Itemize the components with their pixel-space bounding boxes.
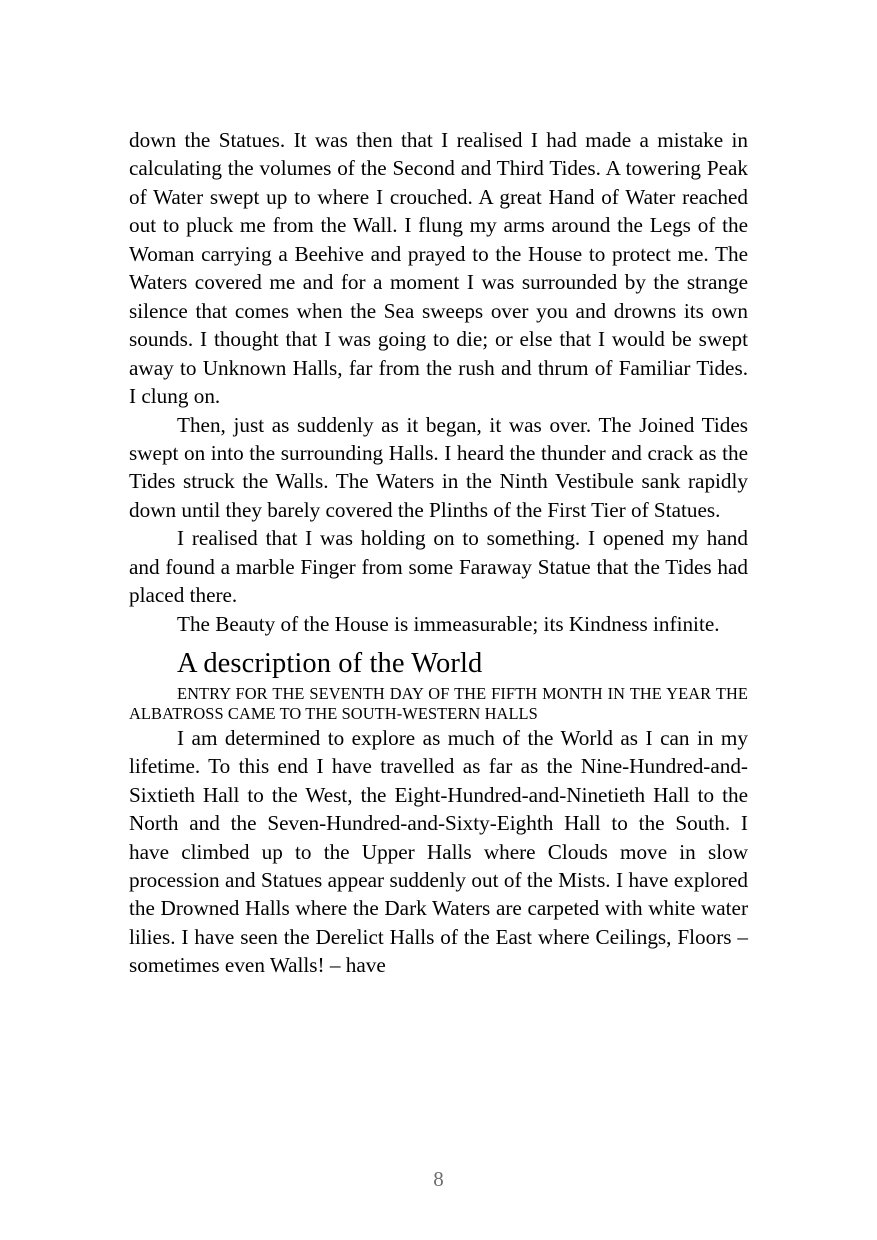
page-number: 8 [433,1167,444,1191]
entry-dateline [129,684,748,724]
entry-dateline-text: ENTRY FOR THE SEVENTH DAY OF THE FIFTH MONTH IN THE YEAR THE ALBATROSS CAME TO THE SOUTH-WESTERN HALLS [129,684,748,723]
paragraph-then-just-as-suddenly: Then, just as suddenly as it began, it was over. The Joined Tides swept on into the surrounding Halls. I heard the thunder and crack as the Tides struck the Walls. The Waters in the Ninth Vestibule sank rapidly down until they barely covered the Plinths of the First Tier of Statues. [129,412,748,522]
section-heading: A description of the World [177,648,483,680]
paragraph-i-realised: I realised that I was holding on to something. I opened my hand and found a marble Finger from some Faraway Statue that the Tides had placed there. [129,526,748,608]
paragraph-i-am-determined: I am determined to explore as much of the World as I can in my lifetime. To this end I have travelled as far as the Nine-Hundred-and-Sixtieth Hall to the West, the Eight-Hundred-and-Ninetieth Hall to the North and the Seven-Hundred-and-Sixty-Eighth Hall to the South. I have climbed up to the Upper Halls where Clouds move in slow procession and Statues appear suddenly out of the Mists. I have explored the Drowned Halls where the Dark Waters are carpeted with white water lilies. I have seen the Derelict Halls of the East where Ceilings, Floors – sometimes even Walls! – have [129,725,748,978]
paragraph-the-beauty-of-the-house: The Beauty of the House is immeasurable; its Kindness infinite. [177,611,720,636]
page-text-block [129,126,748,980]
paragraph-continuation: down the Statues. It was then that I realised I had made a mistake in calculating the volumes of the Second and Third Tides. A towering Peak of Water swept up to where I crouched. A great Hand of Water reached out to pluck me from the Wall. I flung my arms around the Legs of the Woman carrying a Beehive and prayed to the House to protect me. The Waters covered me and for a moment I was surrounded by the strange silence that comes when the Sea sweeps over you and drowns its own sounds. I thought that I was going to die; or else that I would be swept away to Unknown Halls, far from the rush and thrum of Familiar Tides. I clung on. [129,128,748,409]
